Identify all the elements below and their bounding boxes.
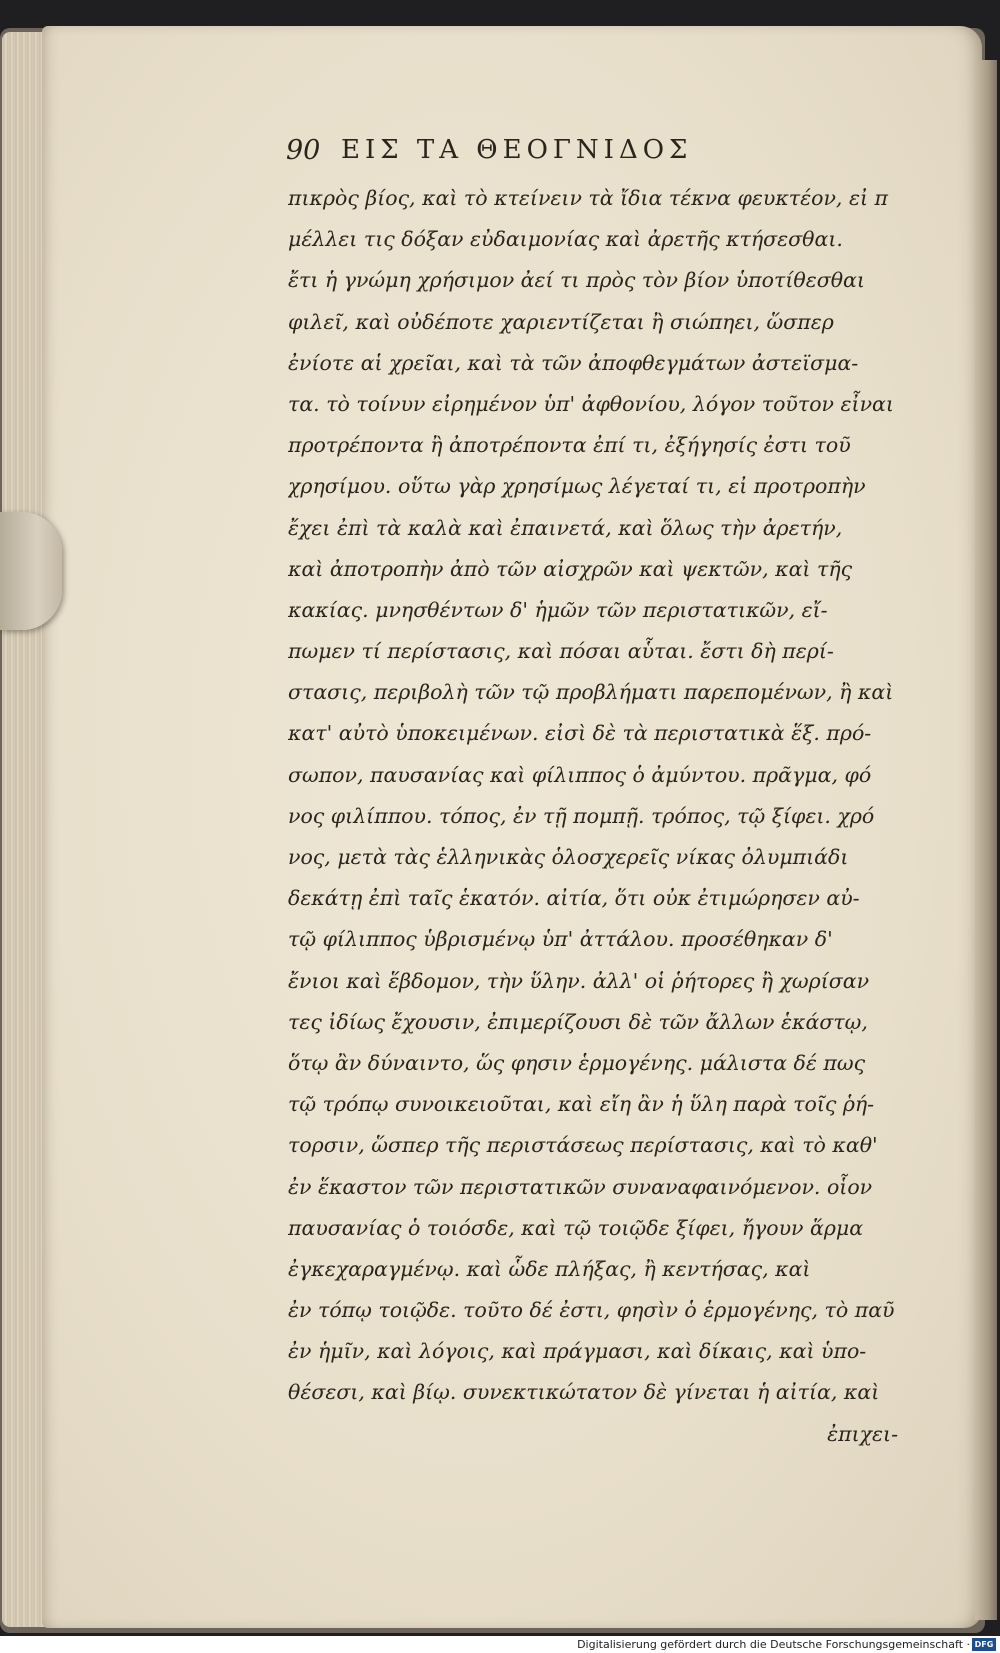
- bookmark-tab: [0, 512, 62, 630]
- text-line: παυσανίας ὁ τοιόσδε, καὶ τῷ τοιῷδε ξίφει, ἤγουν ἅρμα: [288, 1215, 864, 1240]
- text-line: νος φιλίππου. τόπος, ἐν τῇ πομπῇ. τρόπος, τῷ ξίφει. χρό: [288, 803, 875, 828]
- text-line: προτρέποντα ἢ ἀποτρέποντα ἐπί τι, ἐξήγησίς ἐστι τοῦ: [288, 433, 851, 458]
- text-line: νος, μετὰ τὰς ἑλληνικὰς ὁλοσχερεῖς νίκας ὀλυμπιάδι: [288, 845, 849, 869]
- text-line: φιλεῖ, καὶ οὐδέποτε χαριεντίζεται ἢ σιώπηει, ὥσπερ: [288, 309, 834, 334]
- page-number: 90: [286, 135, 321, 166]
- text-line: τες ἰδίως ἔχουσιν, ἐπιμερίζουσι δὲ τῶν ἄλλων ἑκάστῳ,: [288, 1009, 868, 1034]
- text-line: κακίας. μνησθέντων δ' ἡμῶν τῶν περιστατικῶν, εἴ-: [288, 597, 828, 622]
- text-line: χρησίμου. οὕτω γὰρ χρησίμως λέγεταί τι, εἰ προτροπὴν: [288, 474, 866, 499]
- text-line: πικρὸς βίος, καὶ τὸ κτείνειν τὰ ἴδια τέκνα φευκτέον, εἰ π: [288, 186, 888, 210]
- text-line: ἔτι ἡ γνώμη χρήσιμον ἀεί τι πρὸς τὸν βίον ὑποτίθεσθαι: [288, 268, 865, 293]
- page-right-gutter: [975, 60, 997, 1620]
- text-line: μέλλει τις δόξαν εὐδαιμονίας καὶ ἀρετῆς κτήσεσθαι.: [288, 227, 843, 252]
- text-line: δεκάτῃ ἐπὶ ταῖς ἑκατόν. αἰτία, ὅτι οὐκ ἐτιμώρησεν αὐ-: [288, 886, 860, 911]
- text-line: τορσιν, ὥσπερ τῆς περιστάσεως περίστασις, καὶ τὸ καθ': [288, 1133, 878, 1158]
- text-line: κατ' αὐτὸ ὑποκειμένων. εἰσὶ δὲ τὰ περιστατικὰ ἕξ. πρό-: [288, 721, 872, 746]
- running-head: ΕΙΣ ΤΑ ΘΕΟΓΝΙΔΟΣ: [341, 135, 693, 165]
- text-line: στασις, περιβολὴ τῶν τῷ προβλήματι παρεπομένων, ἢ καὶ: [288, 680, 894, 705]
- text-line: ἔνιοι καὶ ἕβδομον, τὴν ὕλην. ἀλλ' οἱ ῥήτορες ἢ χωρίσαν: [288, 968, 870, 993]
- page-header: [286, 135, 826, 175]
- text-line: ἐν τόπῳ τοιῷδε. τοῦτο δέ ἐστι, φησὶν ὁ ἑρμογένης, τὸ παῦ: [288, 1298, 895, 1323]
- text-line: καὶ ἀποτροπὴν ἀπὸ τῶν αἰσχρῶν καὶ ψεκτῶν, καὶ τῆς: [288, 556, 853, 581]
- text-line: τα. τὸ τοίνυν εἰρημένον ὑπ' ἀφθονίου, λόγον τοῦτον εἶναι: [288, 391, 894, 416]
- text-line: ὅτῳ ἂν δύναιντο, ὥς φησιν ἑρμογένης. μάλιστα δέ πως: [288, 1050, 866, 1075]
- body-text: [288, 178, 908, 1455]
- text-line: ἐπιχει-: [827, 1421, 898, 1446]
- text-line: ἐν ἕκαστον τῶν περιστατικῶν συναναφαινόμενον. οἷον: [288, 1174, 873, 1199]
- text-line: πωμεν τί περίστασις, καὶ πόσαι αὗται. ἔστι δὴ περί-: [288, 639, 834, 664]
- text-line: τῷ φίλιππος ὑβρισμένῳ ὑπ' ἀττάλου. προσέθηκαν δ': [288, 927, 833, 952]
- text-line: ἔχει ἐπὶ τὰ καλὰ καὶ ἐπαινετά, καὶ ὅλως τὴν ἀρετήν,: [288, 515, 843, 540]
- text-line: ἐν ἡμῖν, καὶ λόγοις, καὶ πράγμασι, καὶ δίκαις, καὶ ὑπο-: [288, 1339, 867, 1364]
- digitization-credit: Digitalisierung gefördert durch die Deutsche Forschungsgemeinschaft ·: [577, 1638, 970, 1651]
- text-line: σωπον, παυσανίας καὶ φίλιππος ὁ ἀμύντου. πρᾶγμα, φό: [288, 762, 872, 787]
- dfg-logo: DFG: [972, 1638, 996, 1651]
- text-line: ἐνίοτε αἱ χρεῖαι, καὶ τὰ τῶν ἀποφθεγμάτων ἀστεϊσμα-: [288, 350, 859, 375]
- text-line: τῷ τρόπῳ συνοικειοῦται, καὶ εἴη ἂν ἡ ὕλη παρὰ τοῖς ῥή-: [288, 1092, 875, 1117]
- text-line: ἐγκεχαραγμένῳ. καὶ ὧδε πλήξας, ἢ κεντήσας, καὶ: [288, 1256, 811, 1281]
- text-line: θέσεσι, καὶ βίῳ. συνεκτικώτατον δὲ γίνεται ἡ αἰτία, καὶ: [288, 1380, 880, 1405]
